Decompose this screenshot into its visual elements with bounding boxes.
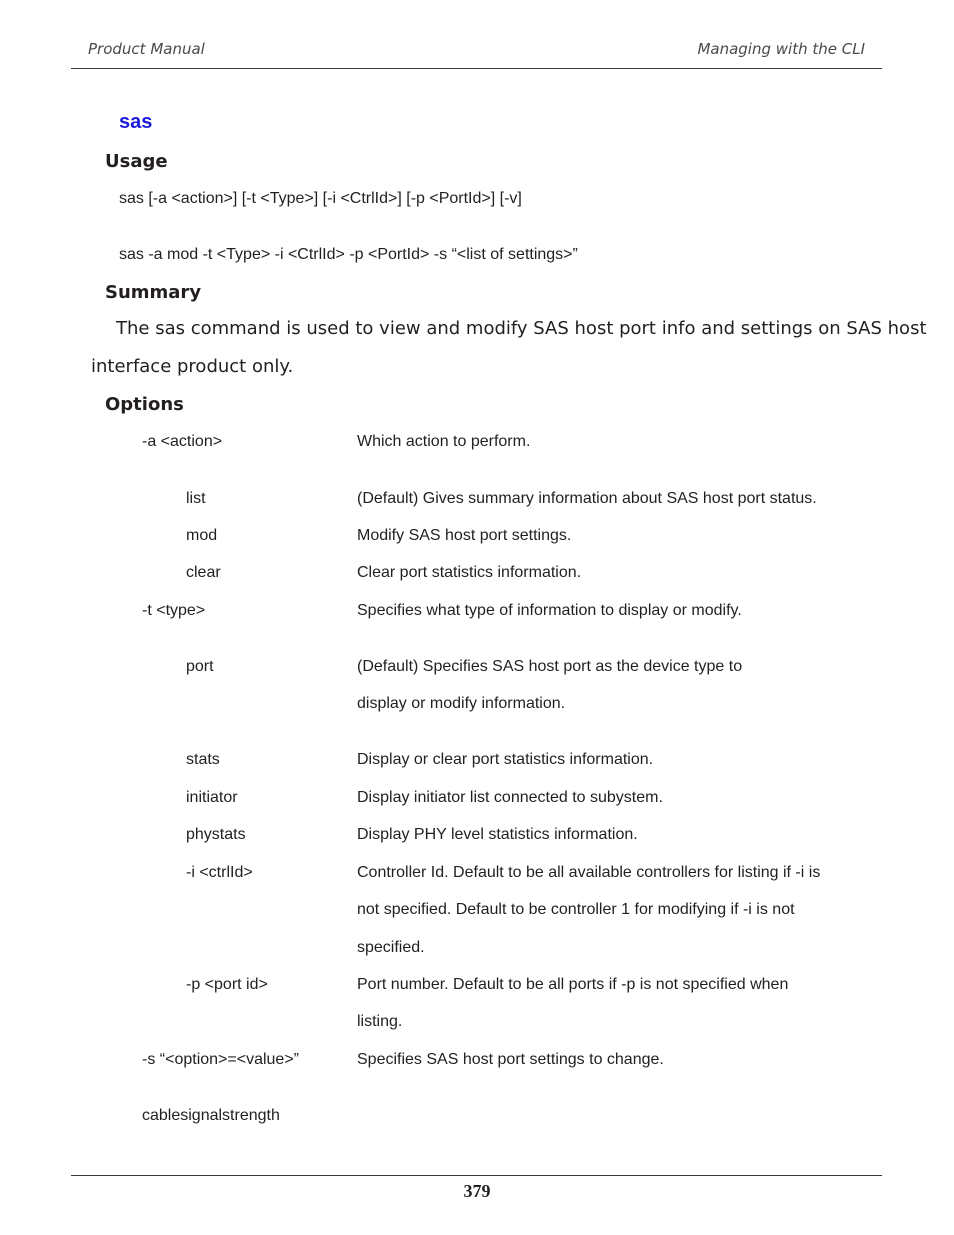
command-title: sas bbox=[119, 111, 153, 133]
option-description: Display initiator list connected to subystem. bbox=[357, 789, 663, 806]
summary-text-line-2: interface product only. bbox=[91, 356, 294, 377]
option-description: Clear port statistics information. bbox=[357, 564, 582, 581]
option-term: -a <action> bbox=[142, 433, 223, 450]
option-term: mod bbox=[186, 527, 218, 544]
option-term: -t <type> bbox=[142, 602, 206, 619]
option-description: Display PHY level statistics information. bbox=[357, 826, 638, 843]
option-description: Specifies SAS host port settings to change. bbox=[357, 1051, 664, 1068]
option-term: -i <ctrlId> bbox=[186, 864, 253, 881]
option-term: initiator bbox=[186, 789, 238, 806]
option-description: Port number. Default to be all ports if -p is not specified when bbox=[357, 976, 789, 993]
option-term: port bbox=[186, 658, 214, 675]
option-description-continued: listing. bbox=[357, 1013, 403, 1030]
running-header-left: Product Manual bbox=[88, 40, 205, 58]
option-term: -s “<option>=<value>” bbox=[142, 1051, 299, 1068]
option-term: stats bbox=[186, 751, 220, 768]
options-heading: Options bbox=[105, 394, 184, 415]
footer-rule bbox=[71, 1175, 882, 1176]
summary-text-line-1: The sas command is used to view and modify SAS host port info and settings on SAS host bbox=[116, 318, 927, 339]
option-description: Controller Id. Default to be all available controllers for listing if -i is bbox=[357, 864, 821, 881]
option-description: Modify SAS host port settings. bbox=[357, 527, 572, 544]
summary-heading: Summary bbox=[105, 282, 202, 303]
option-term: cablesignalstrength bbox=[142, 1107, 280, 1124]
usage-line-1: sas [-a <action>] [-t <Type>] [-i <CtrlId>] [-p <PortId>] [-v] bbox=[119, 190, 522, 207]
option-term: list bbox=[186, 490, 206, 507]
option-description: (Default) Specifies SAS host port as the device type to bbox=[357, 658, 743, 675]
option-description: Specifies what type of information to display or modify. bbox=[357, 602, 742, 619]
header-rule bbox=[71, 68, 882, 69]
option-description-continued: specified. bbox=[357, 939, 425, 956]
option-description-continued: not specified. Default to be controller 1 for modifying if -i is not bbox=[357, 901, 795, 918]
usage-heading: Usage bbox=[105, 151, 168, 172]
option-term: -p <port id> bbox=[186, 976, 268, 993]
running-header-right: Managing with the CLI bbox=[697, 40, 865, 58]
option-term: clear bbox=[186, 564, 221, 581]
usage-line-2: sas -a mod -t <Type> -i <CtrlId> -p <PortId> -s “<list of settings>” bbox=[119, 246, 578, 263]
page-number: 379 bbox=[463, 1181, 491, 1201]
option-term: phystats bbox=[186, 826, 246, 843]
option-description: (Default) Gives summary information about SAS host port status. bbox=[357, 490, 817, 507]
option-description-continued: display or modify information. bbox=[357, 695, 566, 712]
option-description: Which action to perform. bbox=[357, 433, 531, 450]
option-description: Display or clear port statistics information. bbox=[357, 751, 654, 768]
